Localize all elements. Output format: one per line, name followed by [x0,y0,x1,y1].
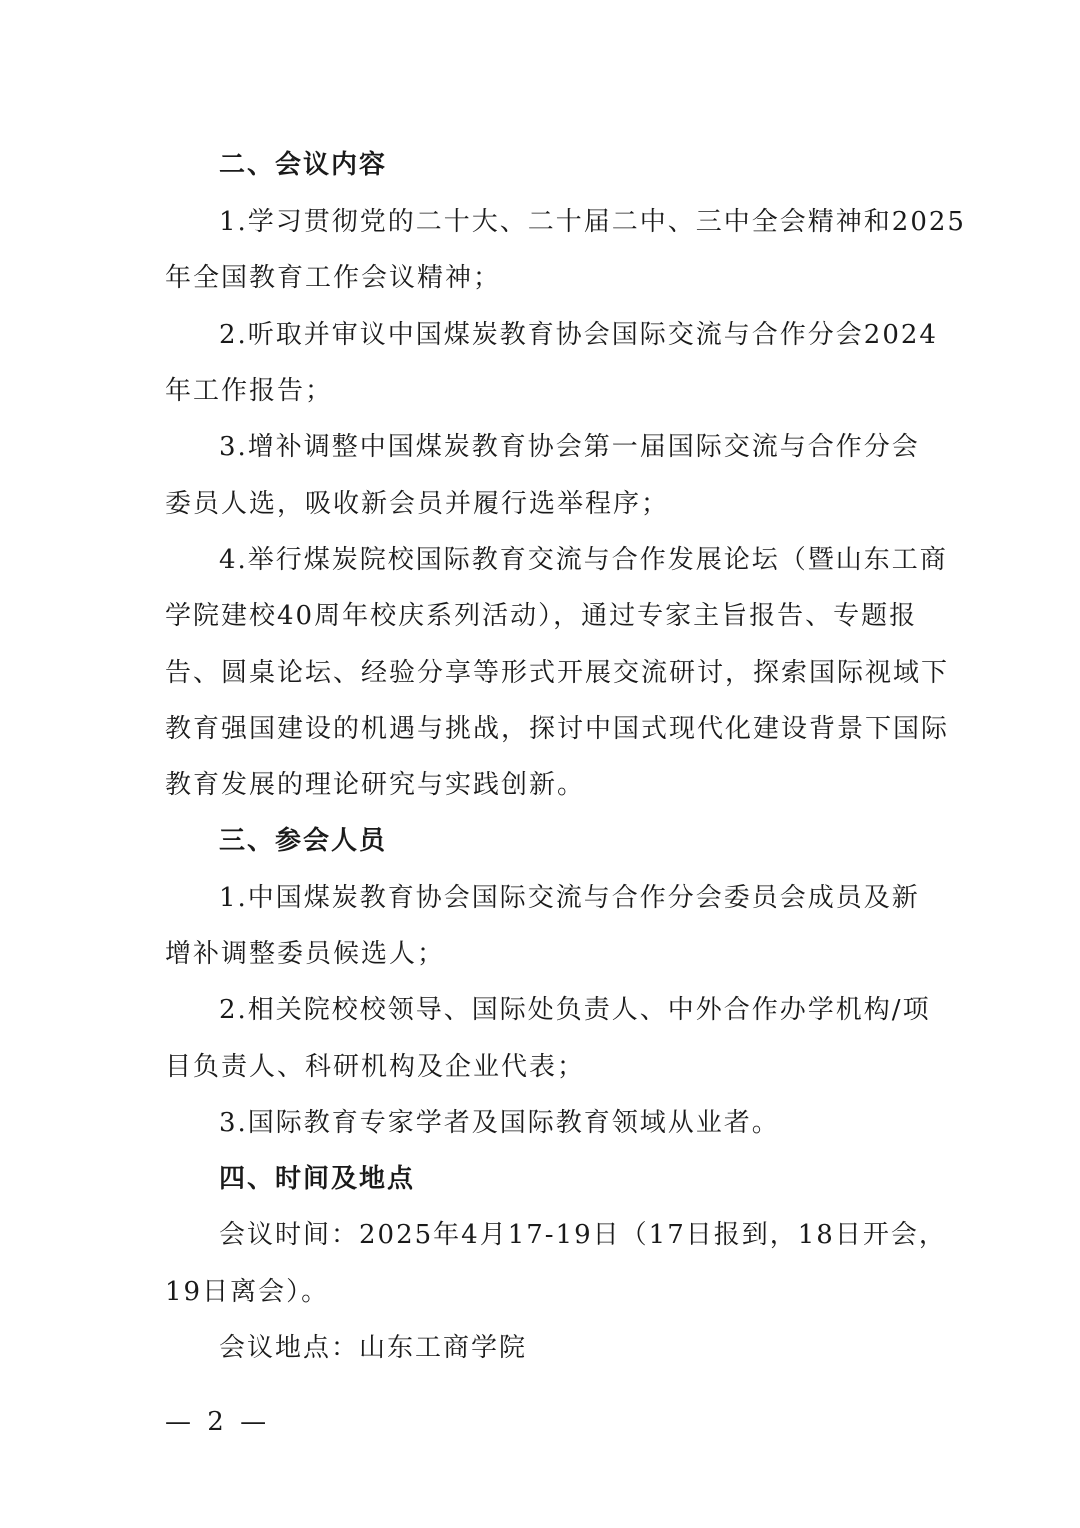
content-item-4-line-5: 教育发展的理论研究与实践创新。 [165,770,586,800]
content-item-1-line-2: 年全国教育工作会议精神； [165,263,502,293]
content-item-4-line-1: 4.举行煤炭院校国际教育交流与合作发展论坛（暨山东工商 [219,545,948,575]
content-item-1-line-1: 1.学习贯彻党的二十大、二十届二中、三中全会精神和2025 [219,207,966,237]
content-item-2-line-2: 年工作报告； [165,376,334,406]
section-heading-meeting-content: 二、会议内容 [219,150,388,180]
participants-item-1-line-2: 增补调整委员候选人； [165,939,446,969]
content-item-3-line-1: 3.增补调整中国煤炭教育协会第一届国际交流与合作分会 [219,432,920,462]
section-heading-participants: 三、参会人员 [219,826,388,856]
participants-item-3-line-1: 3.国际教育专家学者及国际教育领域从业者。 [219,1108,780,1138]
content-item-4-line-3: 告、圆桌论坛、经验分享等形式开展交流研讨，探索国际视域下 [165,658,950,688]
meeting-location-line: 会议地点：山东工商学院 [219,1333,528,1363]
content-item-2-line-1: 2.听取并审议中国煤炭教育协会国际交流与合作分会2024 [219,320,938,350]
participants-item-1-line-1: 1.中国煤炭教育协会国际交流与合作分会委员会成员及新 [219,883,920,913]
participants-item-2-line-2: 目负责人、科研机构及企业代表； [165,1052,586,1082]
content-item-4-line-4: 教育强国建设的机遇与挑战，探讨中国式现代化建设背景下国际 [165,714,950,744]
page-number: — 2 — [165,1407,271,1437]
participants-item-2-line-1: 2.相关院校校领导、国际处负责人、中外合作办学机构/项 [219,995,931,1025]
content-item-4-line-2: 学院建校40周年校庆系列活动），通过专家主旨报告、专题报 [165,601,918,631]
content-item-3-line-2: 委员人选，吸收新会员并履行选举程序； [165,489,670,519]
section-heading-time-location: 四、时间及地点 [219,1164,416,1194]
meeting-time-line-1: 会议时间：2025年4月17-19日（17日报到，18日开会， [219,1220,947,1250]
meeting-time-line-2: 19日离会）。 [165,1277,330,1307]
